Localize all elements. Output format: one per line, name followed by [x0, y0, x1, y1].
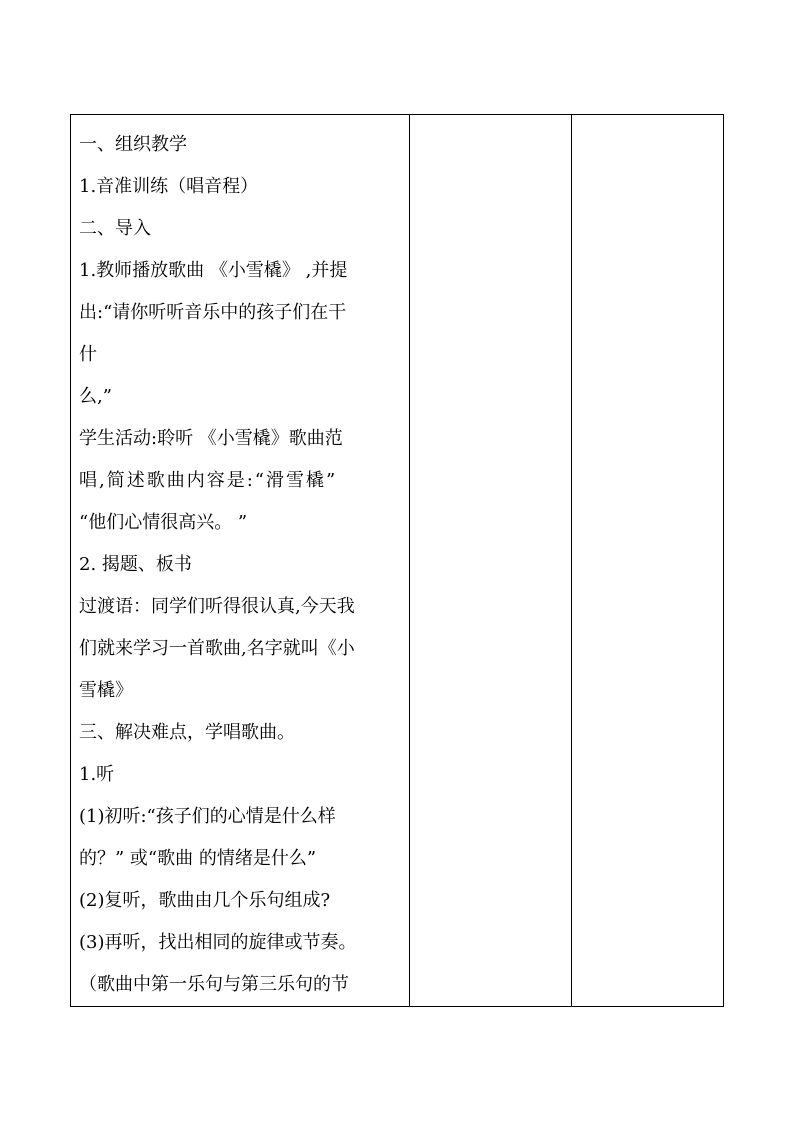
- text-line: 唱,简述歌曲内容是:“滑雪橇”: [79, 470, 338, 491]
- lesson-plan-table: [70, 114, 724, 1007]
- text-line: 2. 揭题、板书: [79, 554, 192, 575]
- text-line: (1)初听:“孩子们的心情是什么样: [79, 806, 336, 827]
- text-line: 1.听: [79, 764, 115, 785]
- text-line: 一、组织教学: [79, 134, 187, 155]
- text-line: 么,”: [79, 386, 112, 407]
- table-row: [71, 115, 724, 1007]
- text-line: 学生活动:聆听 《小雪橇》歌曲范: [79, 428, 343, 449]
- text-line: 出:“请你听听音乐中的孩子们在干: [79, 302, 347, 323]
- text-line: “他们心情很高兴。 ”: [79, 512, 248, 533]
- text-line: 1.教师播放歌曲 《小雪橇》 ,并提: [79, 260, 348, 281]
- text-line: 的？” 或“歌曲 的情绪是什么”: [79, 848, 317, 869]
- text-line: 们就来学习一首歌曲,名字就叫《小: [79, 638, 355, 659]
- text-line: 什: [79, 344, 97, 365]
- text-line: (2)复听，歌曲由几个乐句组成?: [79, 890, 331, 911]
- text-line: （歌曲中第一乐句与第三乐句的节: [79, 974, 349, 995]
- text-line: 三、解决难点，学唱歌曲。: [79, 722, 295, 743]
- text-line: 二、导入: [79, 218, 151, 239]
- text-line: 过渡语：同学们听得很认真,今天我: [79, 596, 355, 617]
- student-activity-cell: [410, 115, 572, 1007]
- teaching-process-content: [71, 115, 409, 1006]
- teaching-process-cell: [71, 115, 410, 1007]
- text-line: (3)再听，找出相同的旋律或节奏。: [79, 932, 357, 953]
- text-line: 雪橇》: [79, 680, 133, 701]
- design-notes-cell: [572, 115, 724, 1007]
- text-line: 1.音准训练（唱音程）: [79, 176, 259, 197]
